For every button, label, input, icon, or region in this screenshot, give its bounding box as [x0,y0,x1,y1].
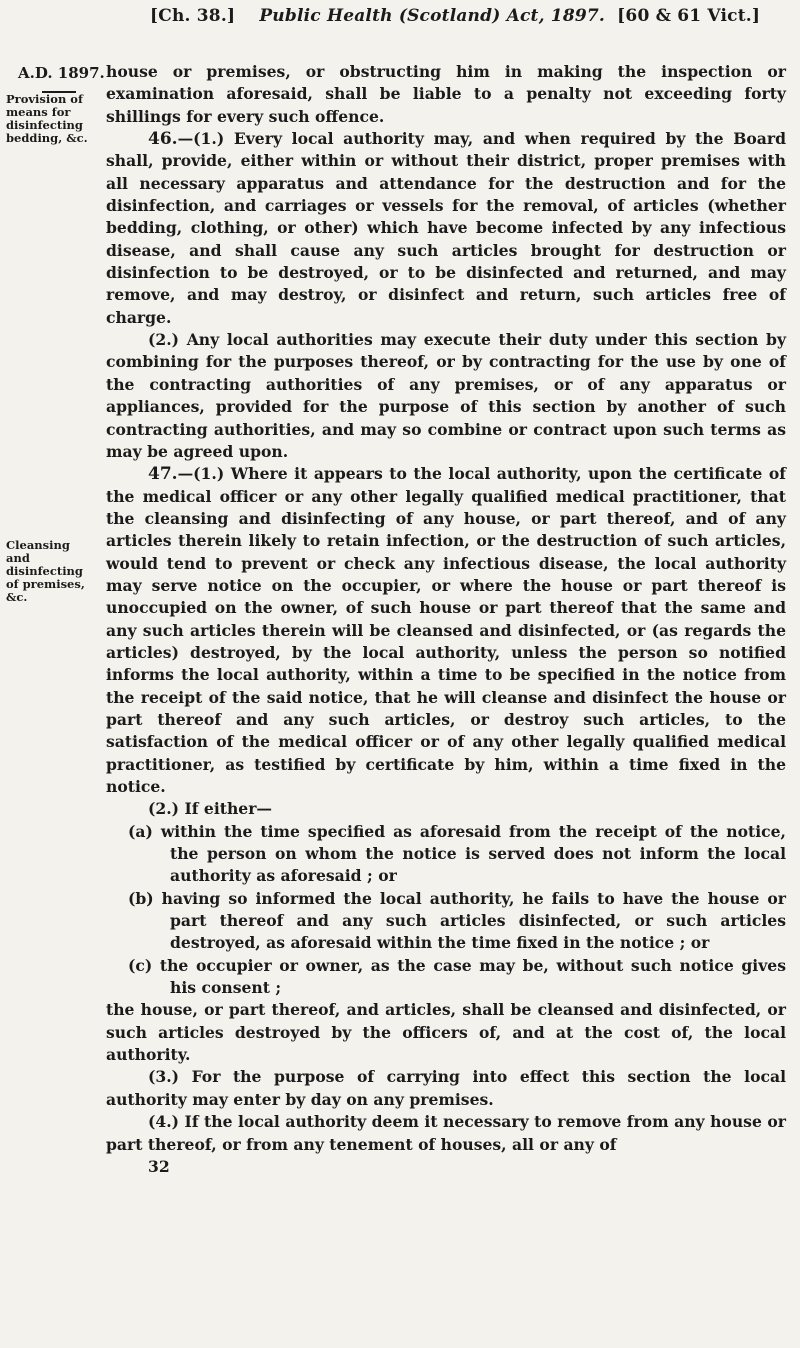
section-46-subsection-2: (2.) Any local authorities may execute their duty under this section by combining for the purposes thereof, or by contracting for the use by one of the contracting authorities of any premises, or of any apparatus or appliances, provided for the purpose of this section by another of such contracting authorities, and may so combine or contract upon such terms as may be agreed upon. [106,330,786,461]
page-number: 32 [148,1156,170,1176]
section-text: —(1.) Where it appears to the local authority, upon the certificate of the medical officer or any other legally qualified medical practitioner, that the cleansing and disinfecting of any house, or part thereof, and of any articles therein likely to retain infection, or the destruction of such articles, would tend to prevent or check any infectious disease, the local authority may serve notice on the occupier, or where the house or part thereof is unoccupied on the owner, of such house or part thereof that the same and any such articles therein will be cleansed and disinfected, or (as regards the articles) destroyed, by the local authority, unless the person so notified informs the local authority, within a time to be specified in the notice from the receipt of the said notice, that he will cleanse and disinfect the house or part thereof and any such articles, or destroy such articles, to the satisfaction of the medical officer or of any other legally qualified medical practitioner, as testified by certificate by him, within a time fixed in the notice. [106,464,786,796]
clause-c: (c) the occupier or owner, as the case may be, without such notice gives his consent ; [128,955,786,998]
running-header [150,6,790,26]
margin-year: A.D. 1897. [18,64,105,82]
section-47-subsection-3: (3.) For the purpose of carrying into effect this section the local authority may enter by day on any premises. [106,1067,786,1109]
margin-note-section-46: Provision of means for disinfecting bedding, &c. [6,92,88,145]
regnal-year: [60 & 61 Vict.] [617,6,761,26]
paragraph-continuation: house or premises, or obstructing him in making the inspection or examination aforesaid, shall be liable to a penalty not exceeding forty shillings for every such offence. [106,62,786,126]
act-title: Public Health (Scotland) Act, 1897. [259,6,606,26]
section-47-subsection-1 [106,463,786,798]
chapter-number: [Ch. 38.] [150,6,236,26]
section-47-subsection-4: (4.) If the local authority deem it necessary to remove from any house or part thereof, or from any tenement of houses, all or any of [106,1112,786,1154]
subsection-2-conclusion: the house, or part thereof, and articles, shall be cleansed and disinfected, or such articles destroyed by the officers of, and at the cost of, the local authority. [106,1000,786,1065]
margin-note-section-47: Cleansing and disinfecting of premises, &c. [6,538,85,604]
clause-b: (b) having so informed the local authority, he fails to have the house or part thereof and any such articles disinfected, or such articles destroyed, as aforesaid within the time fixed in the notice ; or [128,888,786,953]
section-46-subsection-1 [106,128,786,329]
body-text [106,61,786,1178]
section-number: 47. [148,464,178,485]
section-text: —(1.) Every local authority may, and when required by the Board shall, provide, either within or without their district, proper premises with all necessary apparatus and attendance for the destruction and for the disinfection, and carriages or vessels for the removal, of articles (whether bedding, clothing, or other) which have become infected by any infectious disease, and shall cause any such articles brought for destruction or disinfection to be destroyed, or to be disinfected and returned, and may remove, and may destroy, or disinfect and return, such articles free of charge. [106,129,786,327]
clause-a: (a) within the time specified as aforesaid from the receipt of the notice, the person on whom the notice is served does not inform the local authority as aforesaid ; or [128,821,786,886]
section-number: 46. [148,129,178,150]
section-47-subsection-2: (2.) If either— [148,799,273,819]
